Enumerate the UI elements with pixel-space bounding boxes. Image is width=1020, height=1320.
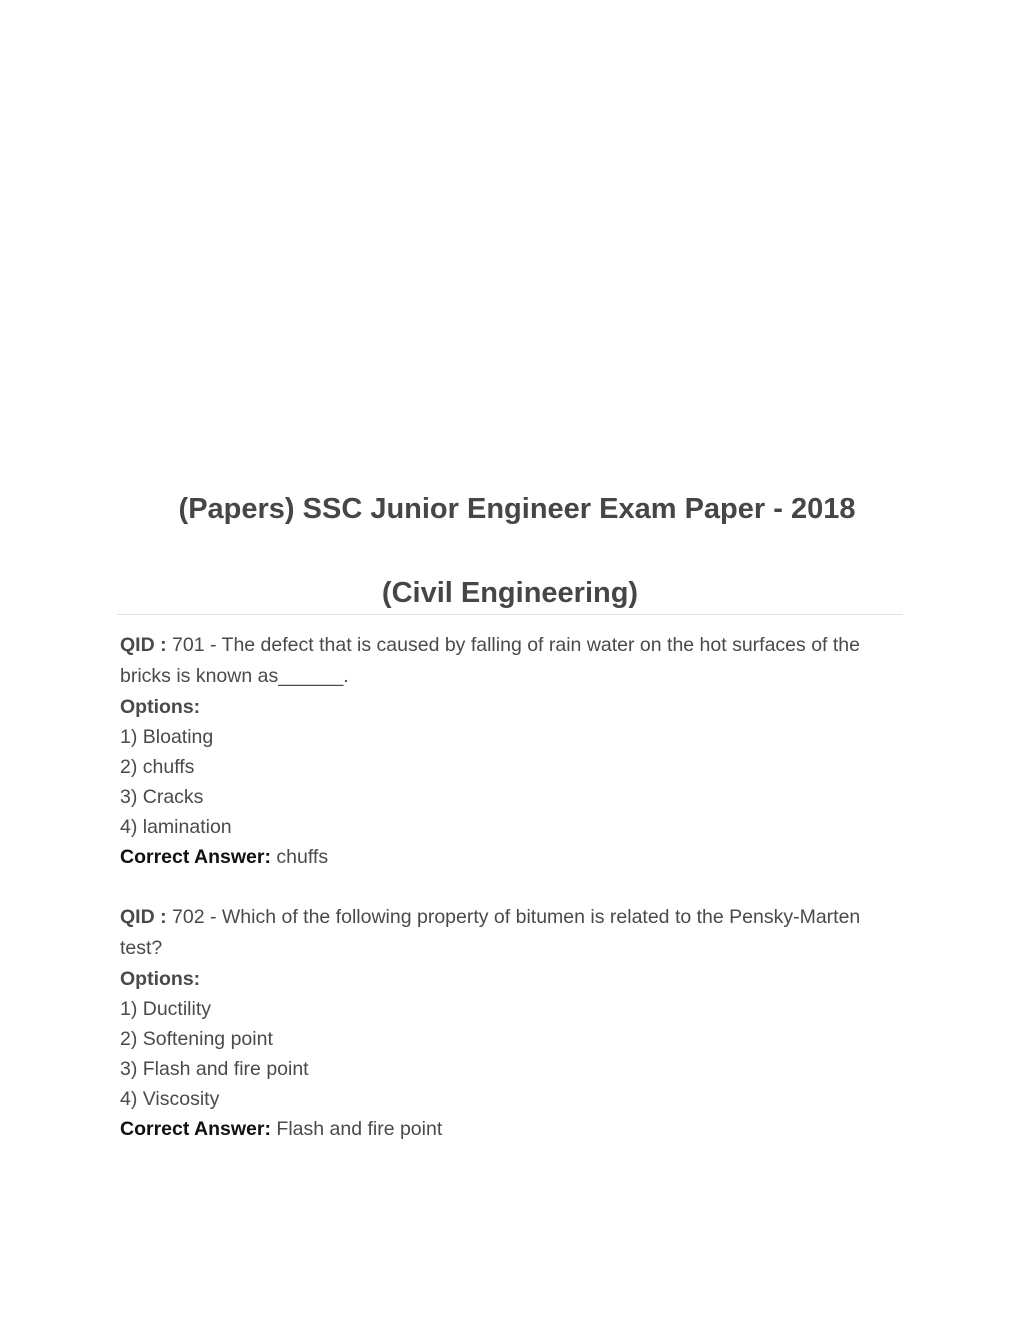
question-block: [120, 630, 900, 872]
correct-answer: [120, 1114, 900, 1144]
correct-answer: [120, 842, 900, 872]
page-title: (Papers) SSC Junior Engineer Exam Paper - 2018: [178, 493, 856, 525]
correct-answer-label: Correct Answer:: [120, 846, 271, 868]
option-item: 1) Ductility: [120, 998, 212, 1020]
correct-answer-value: chuffs: [276, 846, 329, 868]
page-subtitle: (Civil Engineering): [381, 577, 639, 609]
question-text: [120, 630, 900, 692]
option-item: 4) lamination: [120, 816, 232, 838]
correct-answer-value: Flash and fire point: [276, 1118, 443, 1140]
options-label: Options:: [120, 696, 201, 718]
option-item: 3) Flash and fire point: [120, 1058, 309, 1080]
options-label: Options:: [120, 968, 201, 990]
question-text: [120, 902, 900, 964]
qid-label: QID :: [120, 634, 167, 656]
option-item: 3) Cracks: [120, 786, 204, 808]
option-item: 4) Viscosity: [120, 1088, 220, 1110]
question-list: [120, 630, 900, 1174]
option-item: 1) Bloating: [120, 726, 214, 748]
option-item: 2) Softening point: [120, 1028, 273, 1050]
question-body: 701 - The defect that is caused by falling of rain water on the hot surfaces of the bricks is known as______.: [120, 634, 860, 687]
correct-answer-label: Correct Answer:: [120, 1118, 271, 1140]
page-header: [117, 488, 903, 615]
qid-label: QID :: [120, 906, 167, 928]
option-item: 2) chuffs: [120, 756, 195, 778]
question-body: 702 - Which of the following property of bitumen is related to the Pensky-Marten test?: [120, 906, 861, 959]
question-block: [120, 902, 900, 1144]
